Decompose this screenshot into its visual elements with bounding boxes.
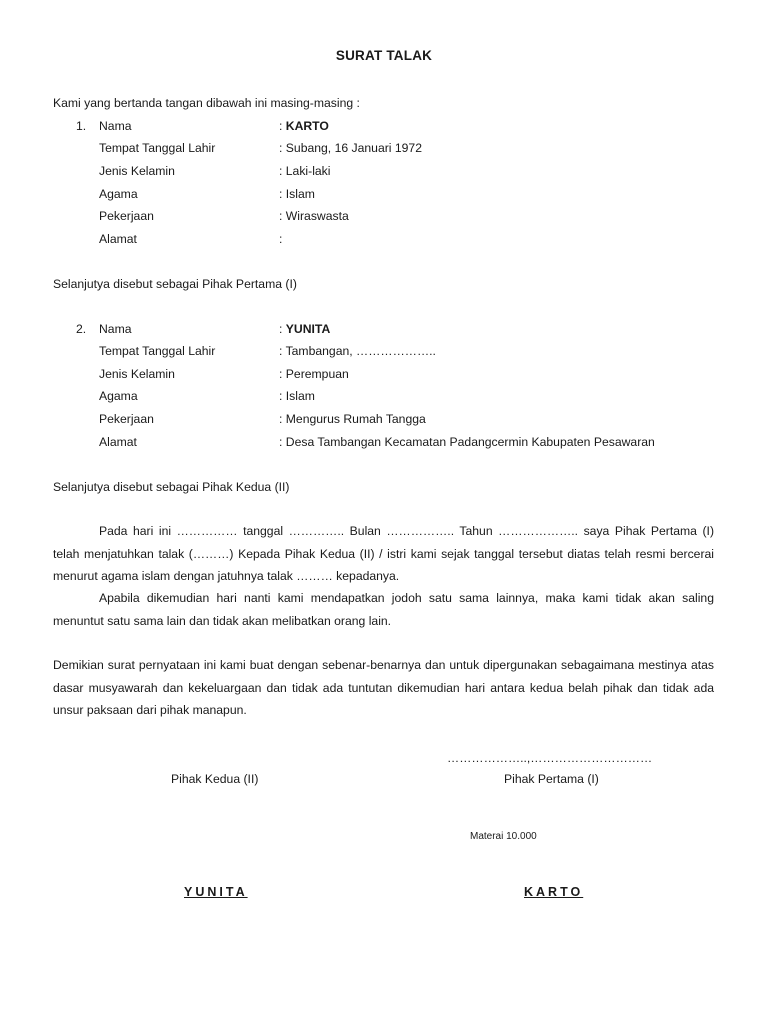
signature-label-party2: Pihak Kedua (II) xyxy=(171,772,259,786)
materai-stamp-label: Materai 10.000 xyxy=(470,831,537,842)
party1-value-religion: : Islam xyxy=(279,187,315,201)
party1-value-job: : Wiraswasta xyxy=(279,209,349,223)
intro-text: Kami yang bertanda tangan dibawah ini masing-masing : xyxy=(53,96,360,110)
party2-value-address: : Desa Tambangan Kecamatan Padangcermin Kabupaten Pesawaran xyxy=(279,435,655,449)
party1-number: 1. xyxy=(76,119,87,133)
party2-label-ttl: Tempat Tanggal Lahir xyxy=(99,344,216,358)
party1-label-gender: Jenis Kelamin xyxy=(99,164,175,178)
party1-label-address: Alamat xyxy=(99,232,137,246)
party2-value-ttl: : Tambangan, ……………….. xyxy=(279,344,436,358)
party2-value-religion: : Islam xyxy=(279,389,315,403)
party2-number: 2. xyxy=(76,322,87,336)
party2-label-gender: Jenis Kelamin xyxy=(99,367,175,381)
party1-label-nama: Nama xyxy=(99,119,132,133)
place-date-line: ………………..,………………………… xyxy=(447,751,653,765)
party1-designation: Selanjutya disebut sebagai Pihak Pertama (I) xyxy=(53,277,297,291)
signature-name-party1: KARTO xyxy=(524,885,584,899)
party1-label-job: Pekerjaan xyxy=(99,209,154,223)
party1-value-gender: : Laki-laki xyxy=(279,164,331,178)
party1-value-ttl: : Subang, 16 Januari 1972 xyxy=(279,141,422,155)
party1-value-address: : xyxy=(279,232,283,246)
party1-label-religion: Agama xyxy=(99,187,138,201)
signature-name-party2: YUNITA xyxy=(184,885,248,899)
paragraph-agreement: Apabila dikemudian hari nanti kami mendapatkan jodoh satu sama lainnya, maka kami tidak akan saling menuntut satu sama lain dan tidak akan melibatkan orang lain. xyxy=(53,591,714,628)
party2-label-job: Pekerjaan xyxy=(99,412,154,426)
party1-label-ttl: Tempat Tanggal Lahir xyxy=(99,141,216,155)
party2-designation: Selanjutya disebut sebagai Pihak Kedua (II) xyxy=(53,480,290,494)
document-title: SURAT TALAK xyxy=(335,48,433,63)
party2-label-address: Alamat xyxy=(99,435,137,449)
party2-label-nama: Nama xyxy=(99,322,132,336)
party2-value-gender: : Perempuan xyxy=(279,367,349,381)
party1-value-nama: : KARTO xyxy=(279,119,329,133)
paragraph-statement: Pada hari ini …………… tanggal ………….. Bulan …………….. Tahun ……………….. saya Pihak Pertama (I) telah menjatuhkan talak (………) Kepada Pihak Kedua (II) / istri kami sejak tanggal tersebut diatas telah resmi bercerai menurut agama islam dengan jatuhnya talak ……… kepadanya. xyxy=(53,524,714,583)
party2-value-nama: : YUNITA xyxy=(279,322,331,336)
paragraph-closing: Demikian surat pernyataan ini kami buat dengan sebenar-benarnya dan untuk dipergunakan sebagaimana mestinya atas dasar musyawarah dan kekeluargaan dan tidak ada tuntutan dikemudian hari antara kedua belah pihak dan tidak ada unsur paksaan dari pihak manapun. xyxy=(53,658,714,717)
party2-value-job: : Mengurus Rumah Tangga xyxy=(279,412,426,426)
party2-label-religion: Agama xyxy=(99,389,138,403)
signature-label-party1: Pihak Pertama (I) xyxy=(504,772,599,786)
